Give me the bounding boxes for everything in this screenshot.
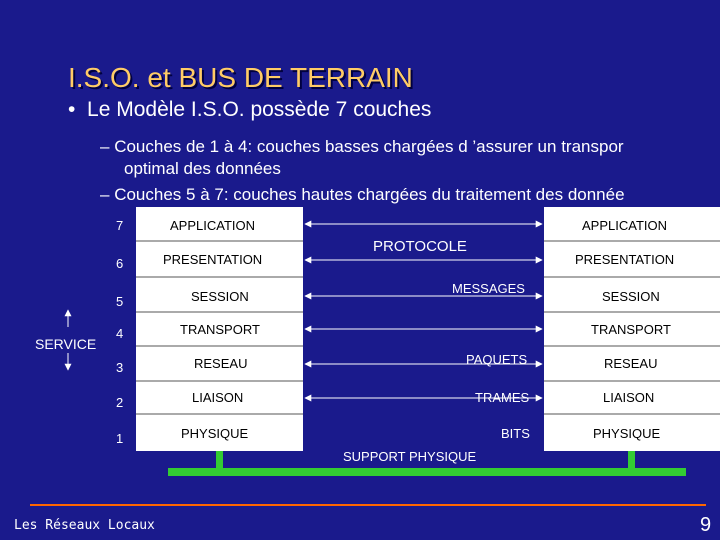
right-layer-application: APPLICATION: [582, 218, 668, 233]
frames-label: TRAMES: [475, 390, 530, 405]
sub-bullet-1-line2: optimal des données: [124, 159, 281, 178]
left-layer-transport: TRANSPORT: [180, 322, 260, 337]
left-layer-application: APPLICATION: [170, 218, 256, 233]
bits-label: BITS: [501, 426, 530, 441]
layer-number-6: 6: [116, 256, 124, 271]
dash-marker: –: [100, 137, 110, 156]
page-number: 9: [700, 514, 712, 536]
footer-text: Les Réseaux Locaux: [14, 518, 155, 533]
layer-number-2: 2: [116, 395, 124, 410]
right-layer-presentation: PRESENTATION: [575, 252, 675, 267]
right-layer-session: SESSION: [602, 289, 660, 304]
left-layer-liaison: LIAISON: [192, 390, 244, 405]
support-physique-label: SUPPORT PHYSIQUE: [343, 449, 477, 464]
service-label: SERVICE: [35, 336, 97, 352]
layer-number-4: 4: [116, 326, 124, 341]
layer-number-3: 3: [116, 360, 124, 375]
bullet-marker: •: [68, 98, 76, 121]
right-layer-physique: PHYSIQUE: [593, 426, 661, 441]
layer-number-7: 7: [116, 218, 124, 233]
messages-label: MESSAGES: [452, 281, 525, 296]
bullet-text: Le Modèle I.S.O. possède 7 couches: [87, 98, 432, 121]
right-layer-transport: TRANSPORT: [591, 322, 671, 337]
packets-label: PAQUETS: [466, 352, 528, 367]
slide-title: I.S.O. et BUS DE TERRAIN: [68, 62, 413, 93]
left-layer-physique: PHYSIQUE: [181, 426, 249, 441]
dash-marker: –: [100, 185, 110, 204]
left-layer-presentation: PRESENTATION: [163, 252, 263, 267]
left-layer-reseau: RESEAU: [194, 356, 248, 371]
layer-number-1: 1: [116, 431, 124, 446]
right-layer-reseau: RESEAU: [604, 356, 658, 371]
right-layer-liaison: LIAISON: [603, 390, 655, 405]
left-layer-session: SESSION: [191, 289, 249, 304]
layer-number-5: 5: [116, 294, 124, 309]
protocol-label: PROTOCOLE: [373, 238, 467, 255]
sub-bullet-2-text: Couches 5 à 7: couches hautes chargées du traitement des donnée: [114, 185, 625, 204]
sub-bullet-1-line1: Couches de 1 à 4: couches basses chargées d ’assurer un transpor: [114, 137, 624, 156]
